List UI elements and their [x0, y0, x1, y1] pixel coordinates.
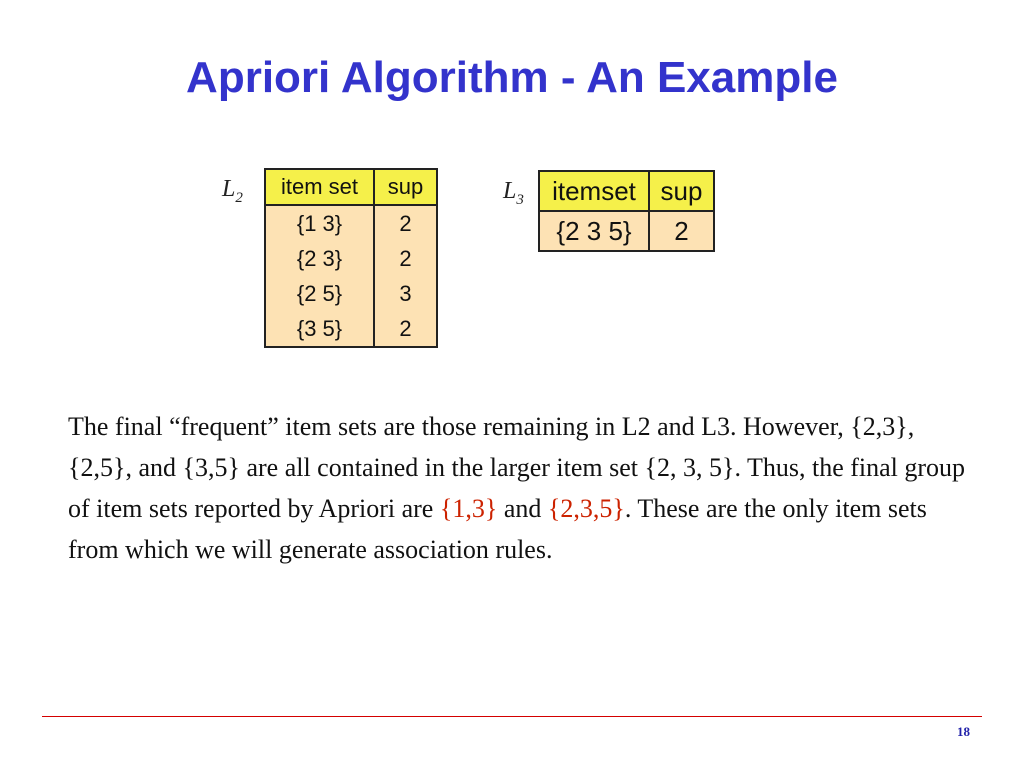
- page-number: 18: [957, 724, 970, 739]
- l2-table: [264, 168, 438, 348]
- l2-itemset-cell: {2 5}: [265, 276, 374, 311]
- l3-sup-cell: 2: [674, 215, 689, 246]
- l3-label-main: L: [503, 178, 517, 204]
- paragraph-text-1: The final “frequent” item sets are those remaining in L2 and L3. However, {2,3}, {2,5}, and {3,5} are all contained in the larger item set {2, 3, 5}. Thus, the final group of item sets reported by Apriori are: [68, 412, 966, 523]
- l3-table: [538, 170, 715, 252]
- l2-header-itemset: item set: [265, 169, 374, 205]
- l3-header-itemset: itemset: [539, 171, 649, 211]
- l2-label: [222, 176, 243, 207]
- table-row: [265, 205, 437, 241]
- footer-divider: [42, 716, 982, 717]
- l2-label-subscript: 2: [235, 190, 243, 206]
- table-row: [539, 211, 714, 251]
- explanation-paragraph: [68, 406, 968, 570]
- l3-header-sup: sup: [649, 171, 714, 211]
- l2-header-sup: sup: [374, 169, 437, 205]
- l2-header-row: [265, 169, 437, 205]
- l2-sup-cell: 3: [399, 280, 412, 306]
- slide-title: Apriori Algorithm - An Example: [186, 53, 838, 102]
- paragraph-text-2: and: [497, 494, 548, 523]
- l2-itemset-cell: {3 5}: [265, 311, 374, 347]
- l2-sup-cell: 2: [399, 245, 412, 271]
- table-row: [265, 311, 437, 347]
- l3-label-subscript: 3: [516, 192, 524, 208]
- l2-itemset-cell: {2 3}: [265, 241, 374, 276]
- highlighted-itemset-1-3: {1,3}: [439, 494, 498, 523]
- l2-label-main: L: [222, 176, 236, 202]
- l3-header-row: [539, 171, 714, 211]
- table-row: [265, 241, 437, 276]
- table-row: [265, 276, 437, 311]
- l3-label: [503, 178, 524, 209]
- l2-sup-cell: 2: [399, 315, 412, 341]
- l2-itemset-cell: {1 3}: [265, 205, 374, 241]
- paragraph-text-3: . These are the only item sets from which we will generate association rules.: [68, 494, 927, 564]
- l3-itemset-cell: {2 3 5}: [539, 211, 649, 251]
- l2-sup-cell: 2: [399, 210, 412, 236]
- highlighted-itemset-2-3-5: {2,3,5}: [547, 494, 625, 523]
